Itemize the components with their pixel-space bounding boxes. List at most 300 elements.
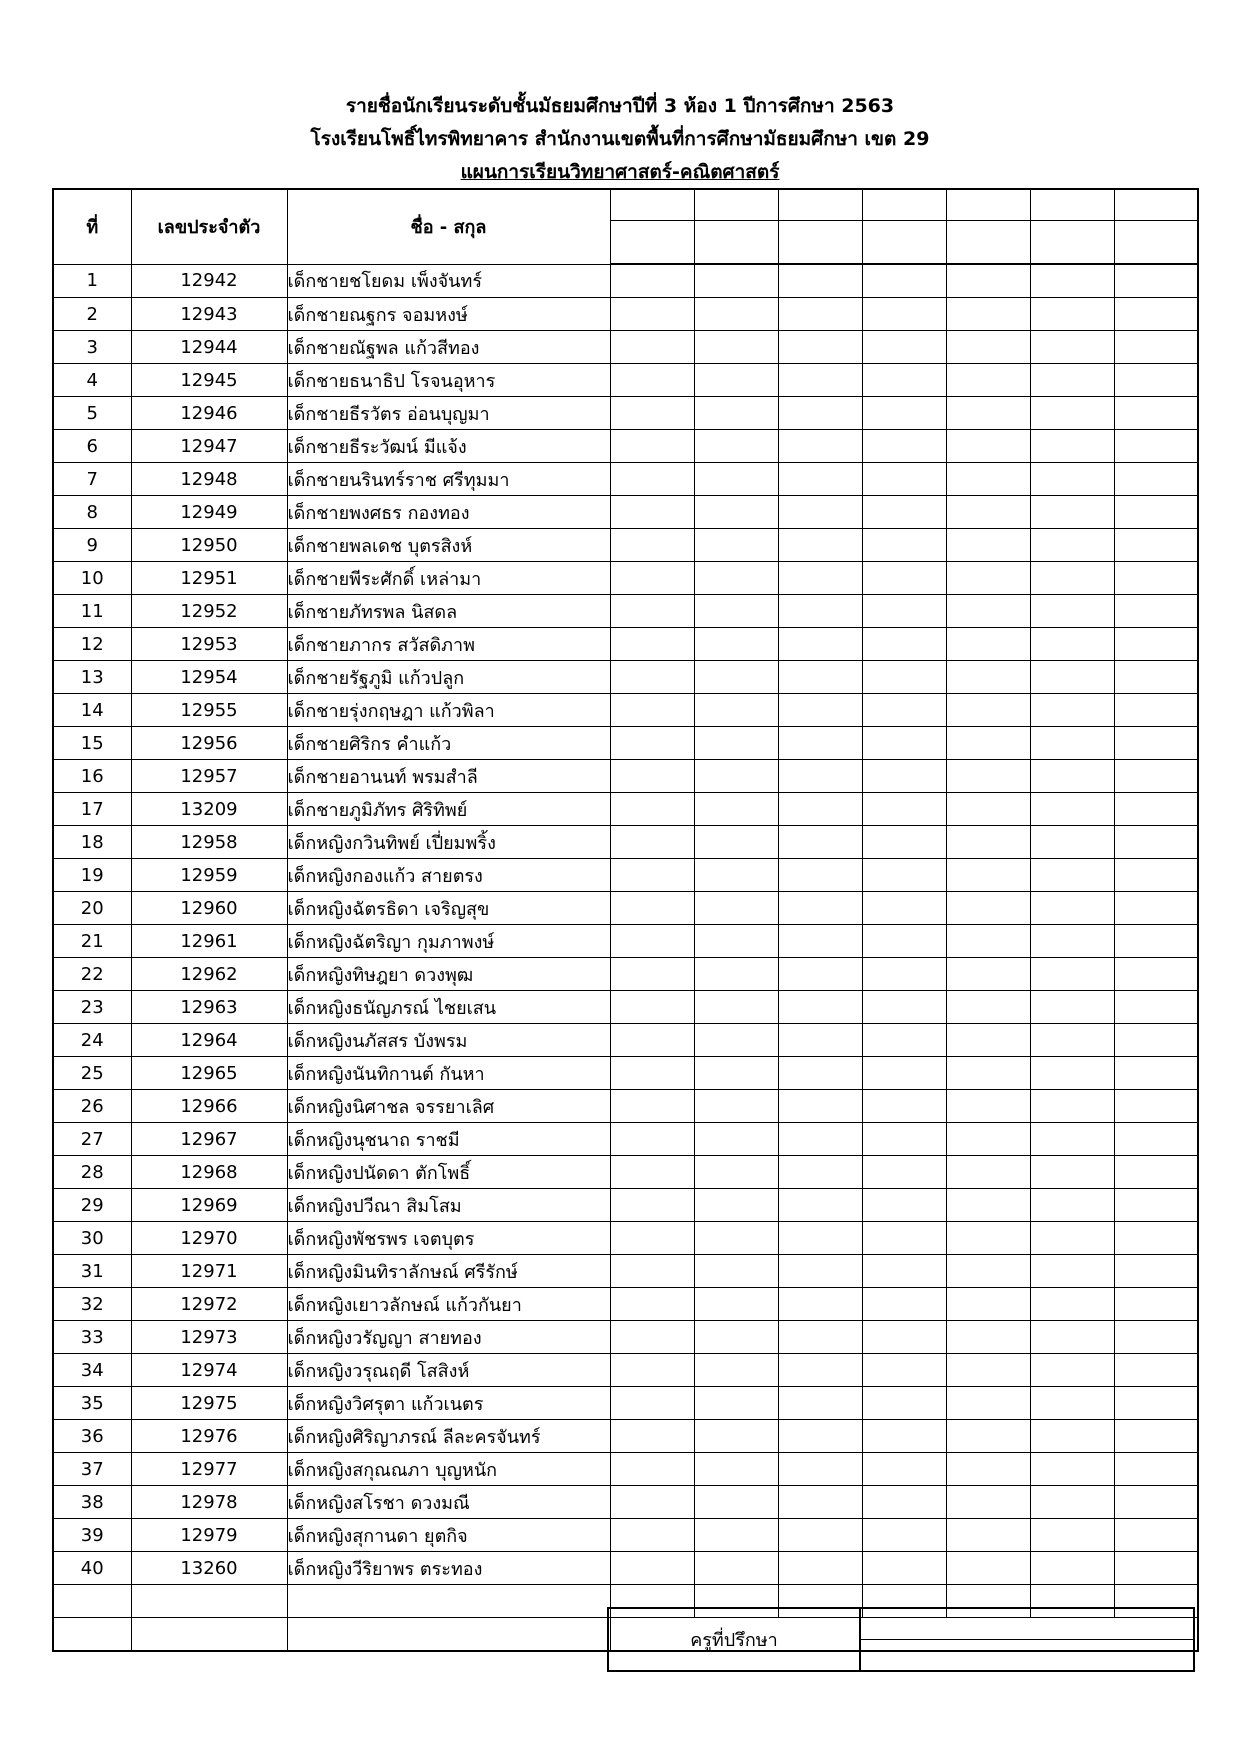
blank-grid-cell — [778, 1552, 862, 1585]
blank-grid-cell — [1114, 727, 1198, 760]
student-name-cell: เด็กหญิงวิศรุตา แก้วเนตร — [287, 1387, 610, 1420]
blank-grid-cell — [778, 1090, 862, 1123]
blank-grid-cell — [1030, 793, 1114, 826]
student-no-cell: 21 — [53, 925, 131, 958]
blank-grid-cell — [694, 298, 778, 331]
student-id-cell: 12979 — [131, 1519, 287, 1552]
blank-grid-cell — [694, 1156, 778, 1189]
blank-grid-cell — [694, 463, 778, 496]
blank-grid-cell — [778, 529, 862, 562]
blank-grid-cell — [610, 562, 694, 595]
blank-grid-cell — [778, 595, 862, 628]
blank-grid-cell — [610, 264, 694, 298]
student-name-cell: เด็กชายธีรวัตร อ่อนบุญมา — [287, 397, 610, 430]
blank-grid-cell — [778, 1189, 862, 1222]
blank-grid-cell — [946, 958, 1030, 991]
blank-grid-cell — [694, 661, 778, 694]
blank-grid-cell — [862, 661, 946, 694]
blank-grid-cell — [694, 1255, 778, 1288]
blank-grid-cell — [946, 793, 1030, 826]
student-roster-table — [52, 188, 1199, 1652]
blank-grid-cell — [946, 562, 1030, 595]
blank-grid-cell — [610, 727, 694, 760]
student-name-cell: เด็กชายพลเดช บุตรสิงห์ — [287, 529, 610, 562]
blank-header-cell — [1030, 221, 1114, 265]
student-no-cell: 12 — [53, 628, 131, 661]
student-id-cell — [131, 1618, 287, 1652]
student-name-cell: เด็กหญิงกองแก้ว สายตรง — [287, 859, 610, 892]
student-name-cell: เด็กชายพีระศักดิ์ เหล่ามา — [287, 562, 610, 595]
table-row — [53, 1387, 1198, 1420]
student-no-cell: 28 — [53, 1156, 131, 1189]
table-row — [53, 1552, 1198, 1585]
header-row — [53, 189, 1198, 221]
table-row — [53, 298, 1198, 331]
blank-grid-cell — [778, 496, 862, 529]
blank-grid-cell — [1030, 1552, 1114, 1585]
blank-grid-cell — [1114, 1090, 1198, 1123]
blank-grid-cell — [694, 1453, 778, 1486]
student-name-cell: เด็กหญิงธนัญภรณ์ ไชยเสน — [287, 991, 610, 1024]
blank-grid-cell — [778, 1519, 862, 1552]
table-row — [53, 793, 1198, 826]
blank-grid-cell — [1114, 793, 1198, 826]
blank-grid-cell — [778, 1024, 862, 1057]
blank-grid-cell — [1114, 1552, 1198, 1585]
blank-grid-cell — [1030, 1354, 1114, 1387]
table-row — [53, 1123, 1198, 1156]
student-no-cell: 29 — [53, 1189, 131, 1222]
blank-grid-cell — [862, 1552, 946, 1585]
student-name-cell: เด็กชายธนาธิป โรจนอุหาร — [287, 364, 610, 397]
blank-grid-cell — [1030, 859, 1114, 892]
table-row — [53, 1420, 1198, 1453]
blank-grid-cell — [610, 1123, 694, 1156]
student-name-cell: เด็กชายนรินทร์ราช ศรีทุมมา — [287, 463, 610, 496]
school-line: โรงเรียนโพธิ์ไทรพิทยาคาร สำนักงานเขตพื้นที่การศึกษามัธยมศึกษา เขต 29 — [310, 128, 930, 150]
blank-grid-cell — [862, 1519, 946, 1552]
blank-grid-cell — [610, 1090, 694, 1123]
blank-grid-cell — [862, 826, 946, 859]
blank-grid-cell — [862, 562, 946, 595]
student-no-cell: 36 — [53, 1420, 131, 1453]
blank-grid-cell — [778, 892, 862, 925]
student-no-cell: 5 — [53, 397, 131, 430]
table-row — [53, 397, 1198, 430]
student-id-cell: 12946 — [131, 397, 287, 430]
table-row — [53, 529, 1198, 562]
blank-grid-cell — [1114, 264, 1198, 298]
blank-grid-cell — [862, 1156, 946, 1189]
student-id-cell: 12966 — [131, 1090, 287, 1123]
blank-grid-cell — [610, 925, 694, 958]
blank-grid-cell — [694, 925, 778, 958]
blank-grid-cell — [778, 1321, 862, 1354]
blank-grid-cell — [610, 331, 694, 364]
table-row — [53, 1255, 1198, 1288]
student-name-cell: เด็กหญิงฉัตริญา กุมภาพงษ์ — [287, 925, 610, 958]
blank-grid-cell — [1030, 364, 1114, 397]
student-id-cell: 12977 — [131, 1453, 287, 1486]
blank-header-cell — [610, 221, 694, 265]
table-row — [53, 826, 1198, 859]
blank-grid-cell — [610, 1354, 694, 1387]
advisor-signature-cell — [860, 1640, 1194, 1672]
blank-grid-cell — [610, 1156, 694, 1189]
blank-grid-cell — [862, 1321, 946, 1354]
blank-grid-cell — [1114, 298, 1198, 331]
blank-grid-cell — [862, 1222, 946, 1255]
student-id-cell: 12950 — [131, 529, 287, 562]
table-row — [53, 1090, 1198, 1123]
student-id-cell: 12953 — [131, 628, 287, 661]
blank-grid-cell — [862, 496, 946, 529]
blank-grid-cell — [946, 1486, 1030, 1519]
blank-grid-cell — [1114, 562, 1198, 595]
student-name-cell: เด็กหญิงปนัดดา ตักโพธิ์ — [287, 1156, 610, 1189]
blank-grid-cell — [694, 1090, 778, 1123]
blank-grid-cell — [778, 1288, 862, 1321]
blank-grid-cell — [610, 661, 694, 694]
blank-grid-cell — [1030, 1024, 1114, 1057]
student-no-cell: 23 — [53, 991, 131, 1024]
table-row — [53, 991, 1198, 1024]
student-id-cell: 12963 — [131, 991, 287, 1024]
blank-grid-cell — [694, 397, 778, 430]
blank-grid-cell — [862, 1057, 946, 1090]
blank-grid-cell — [1114, 628, 1198, 661]
blank-grid-cell — [946, 1387, 1030, 1420]
student-id-cell: 12945 — [131, 364, 287, 397]
blank-grid-cell — [946, 727, 1030, 760]
roster-body — [53, 264, 1198, 1651]
blank-grid-cell — [946, 1156, 1030, 1189]
document-header — [0, 90, 1240, 189]
table-row — [53, 1057, 1198, 1090]
student-name-cell: เด็กชายภูมิภัทร ศิริทิพย์ — [287, 793, 610, 826]
blank-grid-cell — [862, 859, 946, 892]
student-id-cell: 12969 — [131, 1189, 287, 1222]
student-name-cell: เด็กหญิงวีริยาพร ตระทอง — [287, 1552, 610, 1585]
blank-grid-cell — [862, 1387, 946, 1420]
blank-grid-cell — [862, 892, 946, 925]
student-no-cell: 19 — [53, 859, 131, 892]
blank-grid-cell — [1114, 1057, 1198, 1090]
blank-header-cell — [1114, 221, 1198, 265]
student-id-cell: 13260 — [131, 1552, 287, 1585]
student-no-cell: 3 — [53, 331, 131, 364]
blank-grid-cell — [1030, 1057, 1114, 1090]
blank-grid-cell — [694, 1189, 778, 1222]
blank-grid-cell — [1114, 1222, 1198, 1255]
student-no-cell: 30 — [53, 1222, 131, 1255]
blank-grid-cell — [610, 859, 694, 892]
student-name-cell: เด็กหญิงมินทิราลักษณ์ ศรีรักษ์ — [287, 1255, 610, 1288]
blank-grid-cell — [610, 364, 694, 397]
student-name-cell: เด็กหญิงพัชรพร เจตบุตร — [287, 1222, 610, 1255]
student-name-cell: เด็กหญิงสุกานดา ยุตกิจ — [287, 1519, 610, 1552]
blank-grid-cell — [1030, 264, 1114, 298]
table-row — [53, 1189, 1198, 1222]
blank-grid-cell — [778, 991, 862, 1024]
blank-grid-cell — [778, 1354, 862, 1387]
blank-grid-cell — [946, 1420, 1030, 1453]
blank-header-cell — [694, 221, 778, 265]
blank-grid-cell — [1114, 1453, 1198, 1486]
table-row — [53, 1024, 1198, 1057]
blank-grid-cell — [1030, 331, 1114, 364]
blank-grid-cell — [1030, 892, 1114, 925]
blank-header-cell — [1030, 189, 1114, 221]
student-id-cell: 12948 — [131, 463, 287, 496]
table-row — [53, 958, 1198, 991]
blank-grid-cell — [694, 430, 778, 463]
blank-grid-cell — [946, 397, 1030, 430]
blank-grid-cell — [1114, 364, 1198, 397]
student-id-cell: 12964 — [131, 1024, 287, 1057]
blank-grid-cell — [694, 364, 778, 397]
blank-header-cell — [862, 189, 946, 221]
table-row — [53, 1156, 1198, 1189]
blank-grid-cell — [1114, 1519, 1198, 1552]
blank-grid-cell — [1114, 892, 1198, 925]
student-id-cell: 12942 — [131, 264, 287, 298]
student-id-cell: 12976 — [131, 1420, 287, 1453]
student-id-cell: 12973 — [131, 1321, 287, 1354]
student-no-cell: 15 — [53, 727, 131, 760]
blank-grid-cell — [1030, 463, 1114, 496]
blank-grid-cell — [778, 727, 862, 760]
blank-grid-cell — [946, 826, 1030, 859]
student-id-cell: 12971 — [131, 1255, 287, 1288]
student-name-cell: เด็กหญิงสโรชา ดวงมณี — [287, 1486, 610, 1519]
blank-grid-cell — [778, 1387, 862, 1420]
blank-grid-cell — [946, 1189, 1030, 1222]
blank-grid-cell — [694, 1222, 778, 1255]
student-id-cell: 12949 — [131, 496, 287, 529]
study-plan-line: แผนการเรียนวิทยาศาสตร์-คณิตศาสตร์ — [460, 161, 780, 183]
student-id-cell: 12968 — [131, 1156, 287, 1189]
blank-grid-cell — [1030, 628, 1114, 661]
blank-grid-cell — [946, 1453, 1030, 1486]
blank-grid-cell — [778, 1057, 862, 1090]
blank-grid-cell — [1030, 1255, 1114, 1288]
student-name-cell: เด็กชายพงศธร กองทอง — [287, 496, 610, 529]
blank-grid-cell — [1114, 496, 1198, 529]
student-name-cell: เด็กชายศิริกร คำแก้ว — [287, 727, 610, 760]
blank-grid-cell — [610, 760, 694, 793]
blank-grid-cell — [946, 1222, 1030, 1255]
blank-grid-cell — [610, 1486, 694, 1519]
student-no-cell: 24 — [53, 1024, 131, 1057]
col-header-student-id: เลขประจำตัว — [131, 189, 287, 264]
blank-grid-cell — [946, 925, 1030, 958]
blank-grid-cell — [946, 463, 1030, 496]
blank-grid-cell — [946, 1552, 1030, 1585]
blank-grid-cell — [694, 1387, 778, 1420]
blank-grid-cell — [946, 892, 1030, 925]
student-name-cell: เด็กหญิงกวินทิพย์ เปี่ยมพริ้ง — [287, 826, 610, 859]
blank-grid-cell — [778, 793, 862, 826]
student-no-cell: 17 — [53, 793, 131, 826]
blank-grid-cell — [1030, 661, 1114, 694]
blank-grid-cell — [778, 1222, 862, 1255]
blank-grid-cell — [946, 529, 1030, 562]
blank-grid-cell — [1030, 496, 1114, 529]
blank-grid-cell — [694, 331, 778, 364]
blank-grid-cell — [610, 1057, 694, 1090]
blank-grid-cell — [610, 1288, 694, 1321]
student-id-cell: 12955 — [131, 694, 287, 727]
student-id-cell: 13209 — [131, 793, 287, 826]
student-no-cell — [53, 1585, 131, 1618]
table-row — [53, 760, 1198, 793]
blank-grid-cell — [778, 264, 862, 298]
blank-grid-cell — [694, 793, 778, 826]
blank-grid-cell — [610, 1453, 694, 1486]
blank-grid-cell — [778, 661, 862, 694]
blank-header-cell — [778, 221, 862, 265]
table-row — [53, 1486, 1198, 1519]
blank-grid-cell — [1030, 1420, 1114, 1453]
blank-grid-cell — [1030, 430, 1114, 463]
blank-grid-cell — [610, 595, 694, 628]
blank-grid-cell — [694, 1420, 778, 1453]
blank-grid-cell — [1030, 1453, 1114, 1486]
student-id-cell: 12975 — [131, 1387, 287, 1420]
blank-grid-cell — [610, 1255, 694, 1288]
blank-grid-cell — [778, 1255, 862, 1288]
advisor-signature-cell — [860, 1608, 1194, 1640]
table-row — [53, 1519, 1198, 1552]
blank-grid-cell — [1030, 1519, 1114, 1552]
student-name-cell: เด็กชายภากร สวัสดิภาพ — [287, 628, 610, 661]
blank-grid-cell — [778, 562, 862, 595]
blank-grid-cell — [610, 991, 694, 1024]
blank-grid-cell — [1114, 463, 1198, 496]
blank-grid-cell — [610, 826, 694, 859]
student-name-cell: เด็กหญิงนิศาชล จรรยาเลิศ — [287, 1090, 610, 1123]
blank-grid-cell — [778, 760, 862, 793]
blank-grid-cell — [946, 859, 1030, 892]
table-row — [53, 859, 1198, 892]
student-name-cell: เด็กชายรุ่งกฤษฎา แก้วพิลา — [287, 694, 610, 727]
blank-grid-cell — [1030, 298, 1114, 331]
student-id-cell: 12951 — [131, 562, 287, 595]
blank-grid-cell — [862, 264, 946, 298]
blank-grid-cell — [946, 1519, 1030, 1552]
blank-grid-cell — [1030, 826, 1114, 859]
student-id-cell: 12944 — [131, 331, 287, 364]
blank-grid-cell — [694, 760, 778, 793]
student-id-cell: 12952 — [131, 595, 287, 628]
student-name-cell — [287, 1618, 610, 1652]
blank-grid-cell — [610, 958, 694, 991]
blank-grid-cell — [1030, 991, 1114, 1024]
blank-grid-cell — [862, 298, 946, 331]
table-row — [53, 331, 1198, 364]
blank-grid-cell — [694, 1486, 778, 1519]
blank-grid-cell — [862, 628, 946, 661]
student-id-cell: 12947 — [131, 430, 287, 463]
table-row — [53, 1222, 1198, 1255]
blank-grid-cell — [862, 1486, 946, 1519]
blank-grid-cell — [694, 1024, 778, 1057]
blank-grid-cell — [946, 1288, 1030, 1321]
blank-grid-cell — [610, 463, 694, 496]
blank-grid-cell — [946, 991, 1030, 1024]
blank-grid-cell — [1114, 331, 1198, 364]
student-id-cell: 12957 — [131, 760, 287, 793]
col-header-no: ที่ — [53, 189, 131, 264]
blank-grid-cell — [862, 463, 946, 496]
student-no-cell: 33 — [53, 1321, 131, 1354]
blank-grid-cell — [694, 694, 778, 727]
blank-header-cell — [778, 189, 862, 221]
student-no-cell: 4 — [53, 364, 131, 397]
table-row — [53, 628, 1198, 661]
blank-grid-cell — [1030, 760, 1114, 793]
blank-grid-cell — [778, 331, 862, 364]
blank-grid-cell — [862, 925, 946, 958]
blank-grid-cell — [1030, 1321, 1114, 1354]
student-name-cell: เด็กชายณัฐพล แก้วสีทอง — [287, 331, 610, 364]
student-no-cell: 9 — [53, 529, 131, 562]
blank-grid-cell — [862, 1354, 946, 1387]
blank-grid-cell — [1114, 1255, 1198, 1288]
blank-grid-cell — [862, 1090, 946, 1123]
blank-grid-cell — [1114, 694, 1198, 727]
table-row — [53, 562, 1198, 595]
blank-grid-cell — [1030, 1156, 1114, 1189]
student-id-cell: 12967 — [131, 1123, 287, 1156]
blank-header-cell — [946, 221, 1030, 265]
blank-grid-cell — [1114, 958, 1198, 991]
blank-grid-cell — [946, 331, 1030, 364]
student-name-cell: เด็กหญิงวรัญญา สายทอง — [287, 1321, 610, 1354]
advisor-label: ครูที่ปรึกษา — [608, 1608, 860, 1671]
table-row — [53, 364, 1198, 397]
table-row — [53, 463, 1198, 496]
blank-header-cell — [862, 221, 946, 265]
blank-grid-cell — [778, 298, 862, 331]
blank-grid-cell — [1114, 595, 1198, 628]
blank-header-cell — [610, 189, 694, 221]
blank-grid-cell — [946, 1255, 1030, 1288]
student-id-cell: 12960 — [131, 892, 287, 925]
blank-grid-cell — [610, 529, 694, 562]
col-header-name: ชื่อ - สกุล — [287, 189, 610, 264]
student-name-cell: เด็กหญิงนุชนาถ ราชมี — [287, 1123, 610, 1156]
blank-grid-cell — [1114, 397, 1198, 430]
student-no-cell: 8 — [53, 496, 131, 529]
blank-grid-cell — [610, 1387, 694, 1420]
blank-grid-cell — [862, 991, 946, 1024]
blank-grid-cell — [610, 1222, 694, 1255]
blank-grid-cell — [778, 430, 862, 463]
blank-grid-cell — [862, 958, 946, 991]
blank-grid-cell — [862, 727, 946, 760]
blank-grid-cell — [1114, 760, 1198, 793]
student-no-cell: 10 — [53, 562, 131, 595]
blank-grid-cell — [1114, 1420, 1198, 1453]
student-name-cell: เด็กหญิงวรุณฤดี โสสิงห์ — [287, 1354, 610, 1387]
blank-grid-cell — [862, 760, 946, 793]
student-no-cell: 13 — [53, 661, 131, 694]
blank-grid-cell — [946, 1321, 1030, 1354]
student-name-cell: เด็กหญิงเยาวลักษณ์ แก้วกันยา — [287, 1288, 610, 1321]
blank-grid-cell — [610, 397, 694, 430]
